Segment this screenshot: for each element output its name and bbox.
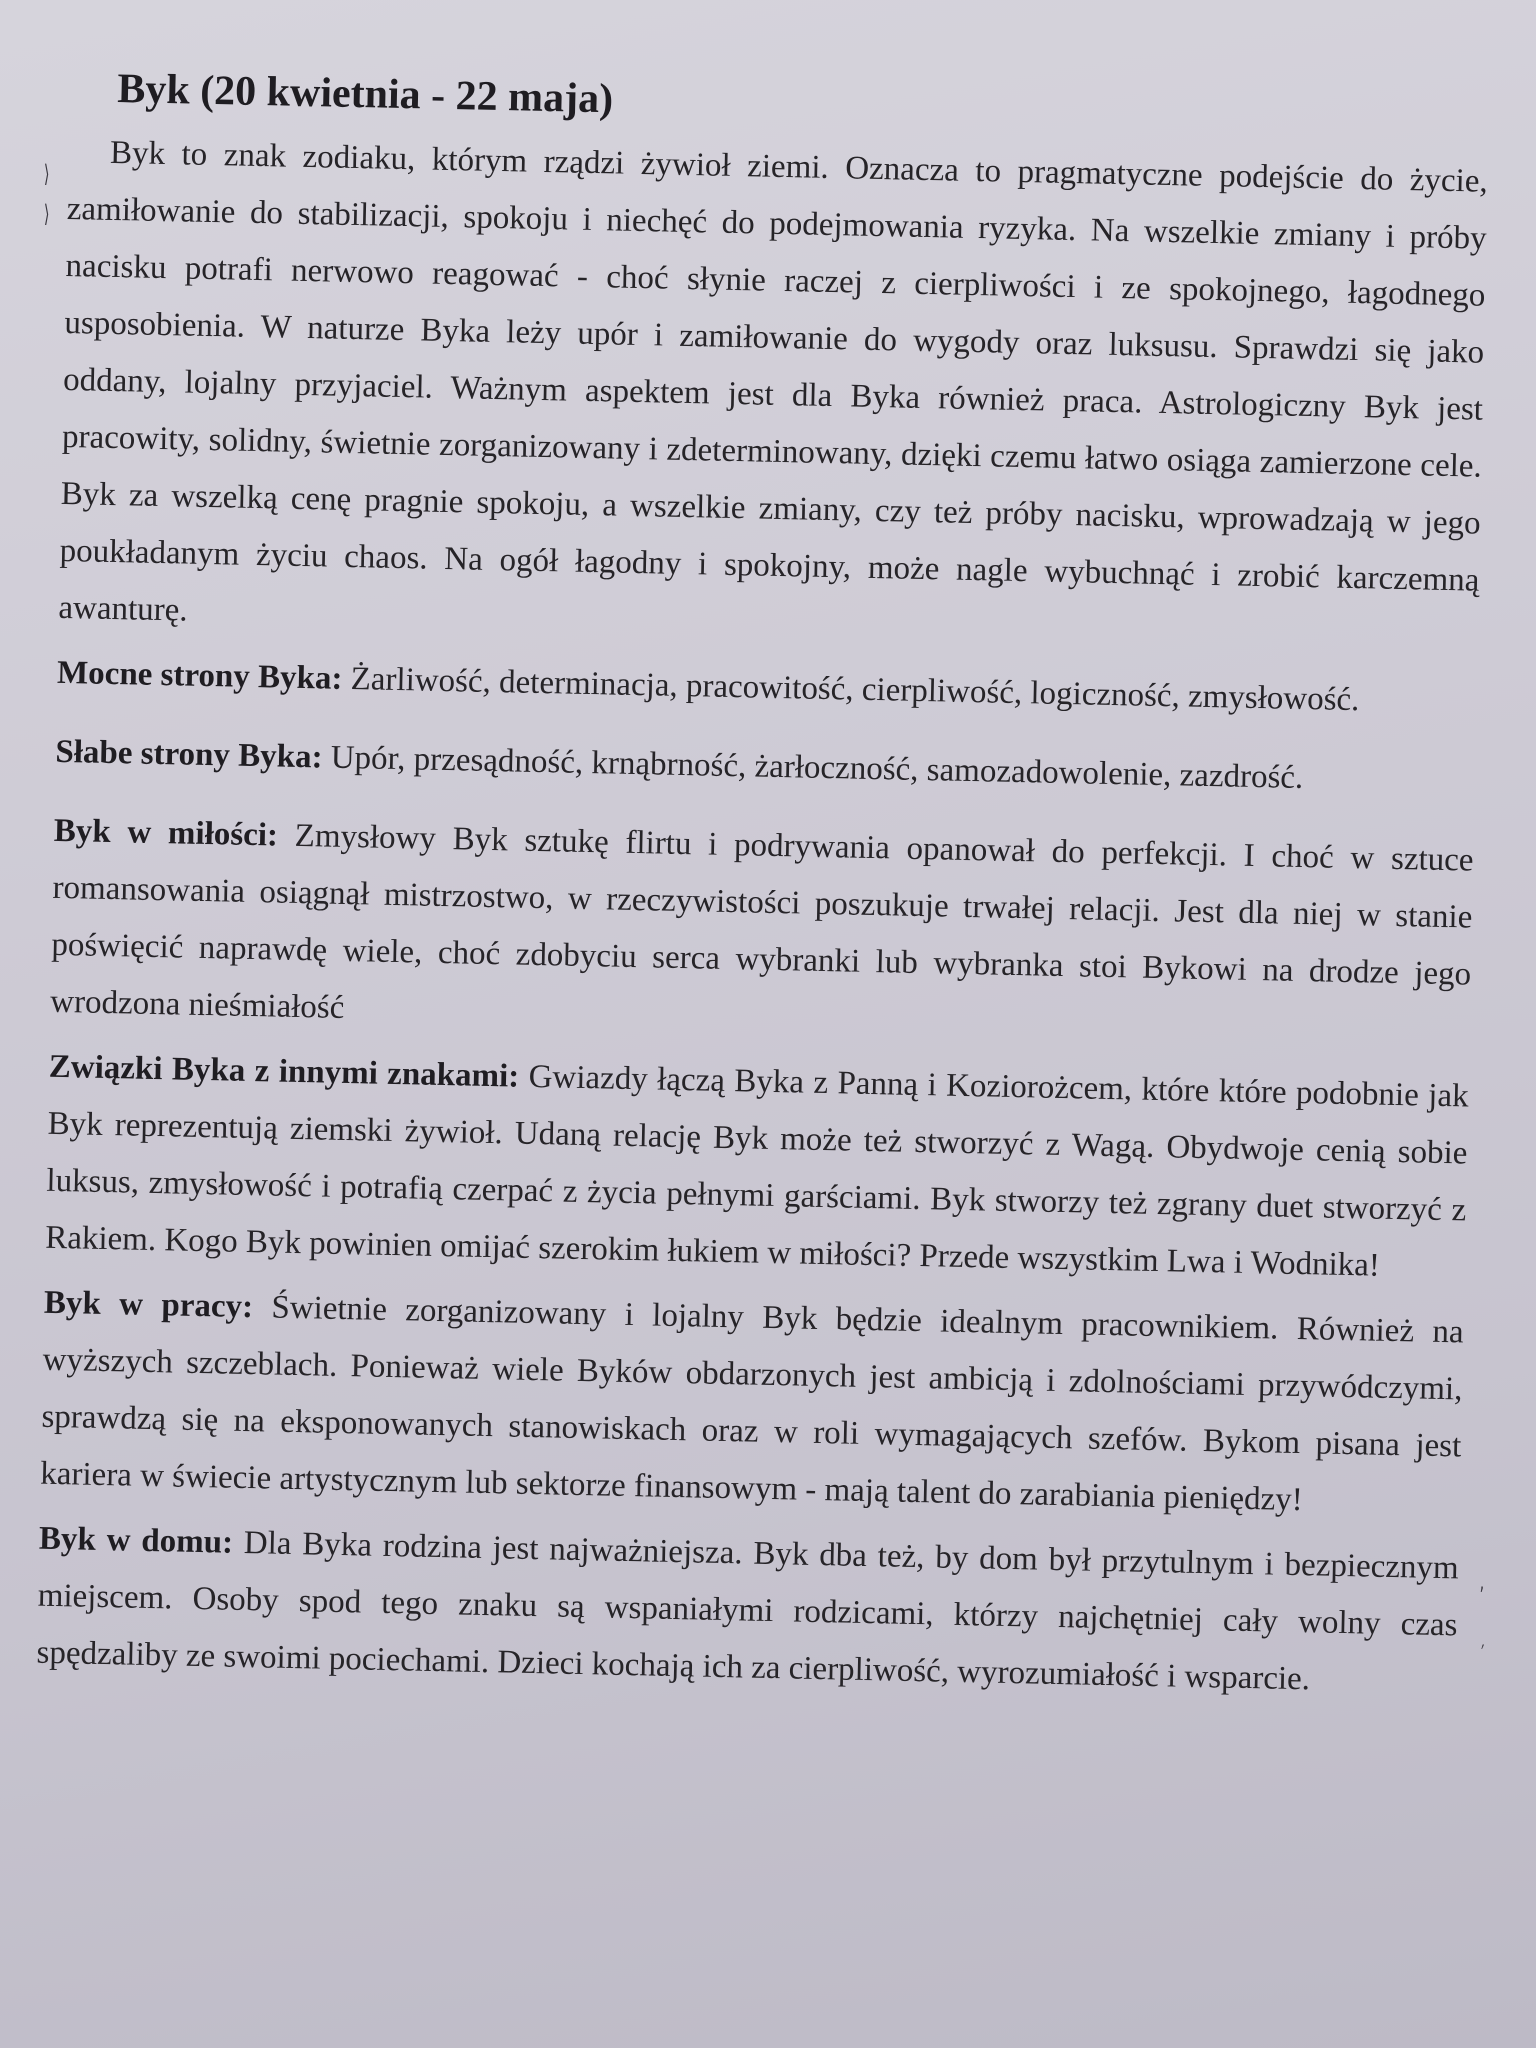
binding-hole-mark: ′ bbox=[1481, 1640, 1485, 1668]
section-relationships bbox=[45, 1039, 1469, 1297]
binding-hole-mark: ⟩ bbox=[43, 200, 50, 228]
binding-hole-mark: ’ bbox=[1479, 1582, 1485, 1610]
section-text: Gwiazdy łączą Byka z Panną i Koziorożcem, które które podobnie jak Byk reprezentują ziemski żywioł. Udaną relację Byk może też stworzyć z Wagą. Obydwoje cenią sobie luksus, zmysłowość i potrafią czerpać z życia pełnymi garściami. Byk stworzy też zgrany duet stworzyć z Rakiem. Kogo Byk powinien omijać szerokim łukiem w miłości? Przede wszystkim Lwa i Wodnika! bbox=[44, 1058, 1469, 1284]
binding-hole-mark: ⟩ bbox=[43, 160, 50, 188]
section-love bbox=[50, 803, 1474, 1061]
section-text: Żarliwość, determinacja, pracowitość, cierpliwość, logiczność, zmysłowość. bbox=[342, 660, 1360, 719]
intro-paragraph: Byk to znak zodiaku, którym rządzi żywioł ziemi. Oznacza to pragmatyczne podejście do życie, zamiłowanie do stabilizacji, spokoju i niechęć do podejmowania ryzyka. Na wszelkie zmiany i próby nacisku potrafi nerwowo reagować - choć słynie raczej z cierpliwości i ze spokojnego, łagodnego usposobienia. W naturze Byka leży upór i zamiłowanie do wygody oraz luksusu. Sprawdzi się jako oddany, lojalny przyjaciel. Ważnym aspektem jest dla Byka również praca. Astrologiczny Byk jest pracowity, solidny, świetnie zorganizowany i zdeterminowany, dzięki czemu łatwo osiąga zamierzone cele. Byk za wszelką cenę pragnie spokoju, a wszelkie zmiany, czy też próby nacisku, wprowadzają w jego poukładanym życiu chaos. Na ogół łagodny i spokojny, może nagle wybuchnąć i zrobić karczemną awanturę. bbox=[58, 134, 1489, 629]
section-weaknesses bbox=[55, 724, 1476, 811]
section-label: Byk w domu: bbox=[38, 1520, 234, 1561]
section-home bbox=[36, 1511, 1459, 1712]
section-work bbox=[40, 1275, 1464, 1533]
section-text: Dla Byka rodzina jest najważniejsza. Byk dba też, by dom był przytulnym i bezpiecznym miejscem. Osoby spod tego znaku są wspaniałymi rodzicami, którzy najchętniej cały wolny czas spędzaliby ze swoimi pociechami. Dzieci kochają ich za cierpliwość, wyrozumiałość i wsparcie. bbox=[36, 1524, 1460, 1698]
section-text: Świetnie zorganizowany i lojalny Byk będzie idealnym pracownikiem. Również na wyższych szczeblach. Ponieważ wiele Byków obdarzonych jest ambicją i zdolnościami przywódczymi, sprawdzą się na eksponowanych stanowiskach oraz w roli wymagających szefów. Bykom pisana jest kariera w świecie artystycznym lub sektorze finansowym - mają talent do zarabiania pieniędzy! bbox=[39, 1289, 1464, 1519]
section-label: Związki Byka z innymi znakami: bbox=[48, 1048, 520, 1095]
section-text: Upór, przesądność, krnąbrność, żarłoczność, samozadowolenie, zazdrość. bbox=[322, 739, 1304, 796]
section-label: Byk w pracy: bbox=[43, 1284, 254, 1326]
document-page bbox=[36, 58, 1490, 1711]
section-label: Byk w miłości: bbox=[53, 812, 279, 854]
page-title: Byk (20 kwietnia - 22 maja) bbox=[116, 66, 614, 123]
section-label: Słabe strony Byka: bbox=[55, 733, 323, 776]
section-text: Zmysłowy Byk sztukę flirtu i podrywania opanował do perfekcji. I choć w sztuce romansowania osiągnął mistrzostwo, w rzeczywistości poszukuje trwałej relacji. Jest dla niej w stanie poświęcić naprawdę wiele, choć zdobyciu serca wybranki lub wybranka stoi Bykowi na drodze jego wrodzona nieśmiałość bbox=[49, 817, 1474, 1026]
section-label: Mocne strony Byka: bbox=[56, 654, 343, 697]
